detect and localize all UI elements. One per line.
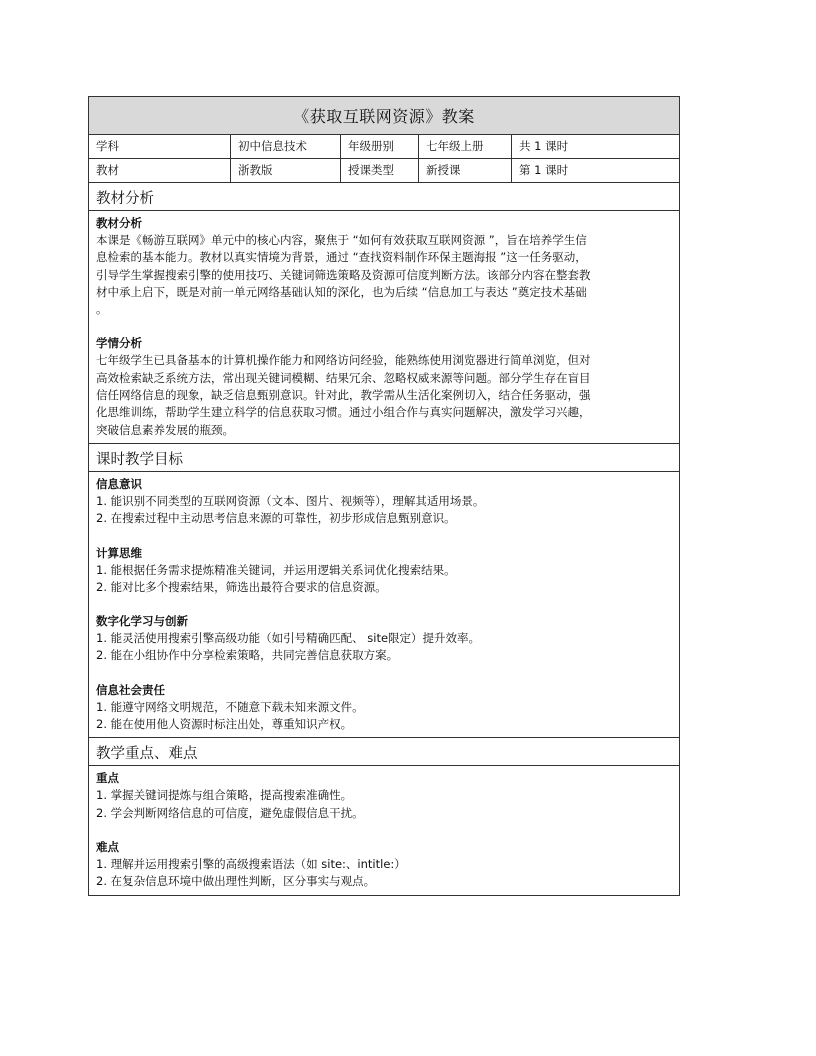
- paragraph-line: 七年级学生已具备基本的计算机操作能力和网络访问经验，能熟练使用浏览器进行简单浏览，但对: [96, 353, 591, 368]
- section-heading-keypoints: 教学重点、难点: [89, 738, 679, 766]
- info-cell: 第 1 课时: [519, 163, 569, 177]
- list-item: 1. 能识别不同类型的互联网资源（文本、图片、视频等），理解其适用场景。: [96, 493, 485, 508]
- list-item: 1. 理解并运用搜索引擎的高级搜索语法（如 site:、intitle:）: [96, 856, 406, 871]
- list-item: 2. 学会判断网络信息的可信度，避免虚假信息干扰。: [96, 805, 364, 820]
- paragraph-line: 材中承上启下，既是对前一单元网络基础认知的深化，也为后续 “信息加工与表达 ”奠定技术基础: [96, 284, 587, 299]
- section-body-keypoints: [89, 766, 679, 894]
- info-cell: 年级册别: [341, 135, 419, 158]
- list-item: 2. 能在小组协作中分享检索策略，共同完善信息获取方案。: [96, 648, 399, 663]
- subheading-goal-group: 信息意识: [96, 476, 142, 491]
- document-title: 《获取互联网资源》教案: [89, 97, 679, 135]
- paragraph-line: 。: [96, 302, 108, 317]
- list-item: 1. 能遵守网络文明规范，不随意下载未知来源文件。: [96, 699, 364, 714]
- subheading-students: 学情分析: [96, 336, 142, 351]
- paragraph-line: 本课是《畅游互联网》单元中的核心内容，聚焦于 “如何有效获取互联网资源 ”，旨在培养学生信: [96, 233, 587, 247]
- subheading-goal-group: 信息社会责任: [96, 682, 165, 697]
- list-item: 1. 掌握关键词提炼与组合策略，提高搜索准确性。: [96, 788, 353, 803]
- list-item: 1. 能灵活使用搜索引擎高级功能（如引号精确匹配、 site限定）提升效率。: [96, 631, 481, 646]
- paragraph-line: 引导学生掌握搜索引擎的使用技巧、关键词筛选策略及资源可信度判断方法。该部分内容在整套教: [96, 267, 591, 282]
- section-body-analysis: [89, 211, 679, 444]
- list-item: 2. 在搜索过程中主动思考信息来源的可靠性，初步形成信息甄别意识。: [96, 511, 456, 526]
- info-cell: 新授课: [419, 159, 512, 182]
- subheading-goal-group: 计算思维: [96, 545, 142, 560]
- info-cell: 浙教版: [231, 159, 341, 182]
- info-cell: 初中信息技术: [231, 135, 341, 158]
- subheading-textbook: 教材分析: [96, 216, 142, 230]
- paragraph-line: 高效检索缺乏系统方法，常出现关键词模糊、结果冗余、忽略权威来源等问题。部分学生存在盲目: [96, 370, 591, 385]
- list-item: 2. 在复杂信息环境中做出理性判断，区分事实与观点。: [96, 874, 376, 889]
- subheading-key-group: 重点: [96, 771, 119, 786]
- subheading-goal-group: 数字化学习与创新: [96, 614, 188, 629]
- info-cell: 授课类型: [341, 159, 419, 182]
- lesson-plan-table: [88, 96, 680, 896]
- info-cell: 七年级上册: [419, 135, 512, 158]
- info-cell: 共 1 课时: [519, 139, 569, 153]
- info-row-2: [89, 159, 679, 183]
- paragraph-line: 息检索的基本能力。教材以真实情境为背景，通过 “查找资料制作环保主题海报 ”这一任务驱动，: [96, 250, 587, 265]
- list-item: 2. 能在使用他人资源时标注出处，尊重知识产权。: [96, 717, 353, 732]
- info-cell: 学科: [89, 135, 231, 158]
- info-cell: 教材: [89, 159, 231, 182]
- section-heading-analysis: 教材分析: [89, 183, 679, 211]
- paragraph-line: 化思维训练，帮助学生建立科学的信息获取习惯。通过小组合作与真实问题解决，激发学习兴趣，: [96, 405, 591, 420]
- section-body-goals: [89, 472, 679, 738]
- paragraph-line: 信任网络信息的现象，缺乏信息甄别意识。针对此，教学需从生活化案例切入，结合任务驱动，强: [96, 388, 591, 403]
- paragraph-line: 突破信息素养发展的瓶颈。: [96, 422, 234, 437]
- list-item: 2. 能对比多个搜索结果，筛选出最符合要求的信息资源。: [96, 579, 387, 594]
- subheading-key-group: 难点: [96, 839, 119, 854]
- section-heading-goals: 课时教学目标: [89, 444, 679, 472]
- list-item: 1. 能根据任务需求提炼精准关键词，并运用逻辑关系词优化搜索结果。: [96, 562, 456, 577]
- info-row-1: [89, 135, 679, 159]
